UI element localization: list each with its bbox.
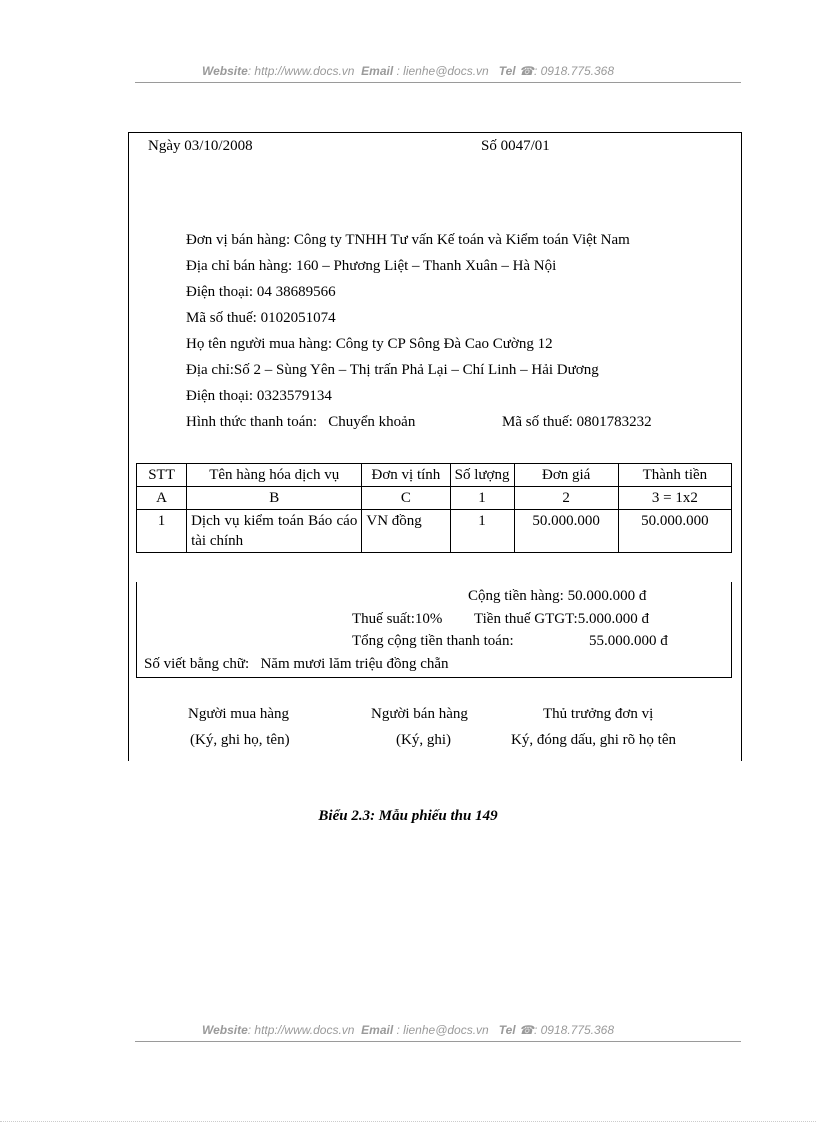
buyer-phone: Điện thoại: 0323579134 — [186, 388, 332, 404]
tax-amount: Tiền thuế GTGT:5.000.000 đ — [474, 611, 649, 627]
page-header — [0, 64, 816, 78]
row-stt: 1 — [137, 510, 187, 553]
email-address[interactable]: : lienhe@docs.vn — [396, 1023, 489, 1037]
header-cell: Đơn giá — [514, 464, 618, 487]
phone-icon: ☎ — [519, 64, 534, 78]
seller-phone: Điện thoại: 04 38689566 — [186, 284, 336, 300]
table-header-row — [137, 464, 732, 487]
website-url[interactable]: : http://www.docs.vn — [247, 1023, 355, 1037]
header-rule — [135, 82, 741, 83]
header-cell: Đơn vị tính — [362, 464, 450, 487]
row-description: Dịch vụ kiểm toán Báo cáo tài chính — [187, 510, 362, 553]
row-amount: 50.000.000 — [618, 510, 731, 553]
tax-rate: Thuế suất:10% — [352, 611, 443, 627]
tel-label: Tel — [498, 64, 516, 78]
header-cell: Tên hàng hóa dịch vụ — [187, 464, 362, 487]
head-signature-title: Thủ trưởng đơn vị — [543, 706, 654, 722]
website-label: Website — [201, 64, 248, 78]
tel-number: : 0918.775.368 — [533, 1023, 615, 1037]
grand-total-value: 55.000.000 đ — [589, 633, 668, 649]
seller-signature-note: (Ký, ghi) — [396, 732, 451, 748]
items-table — [136, 463, 732, 553]
table-row — [137, 510, 732, 553]
page-bottom-edge — [0, 1121, 816, 1122]
code-cell: 1 — [450, 487, 514, 510]
table-code-row — [137, 487, 732, 510]
code-cell: 2 — [514, 487, 618, 510]
seller-address: Địa chỉ bán hàng: 160 – Phương Liệt – Thanh Xuân – Hà Nội — [186, 258, 557, 274]
buyer-signature-note: (Ký, ghi họ, tên) — [190, 732, 290, 748]
seller-tax-code: Mã số thuế: 0102051074 — [186, 310, 336, 326]
figure-caption: Biểu 2.3: Mẫu phiếu thu 149 — [318, 808, 498, 824]
buyer-name: Họ tên người mua hàng: Công ty CP Sông Đà Cao Cường 12 — [186, 336, 553, 352]
phone-icon: ☎ — [519, 1023, 534, 1037]
invoice-number: Số 0047/01 — [481, 138, 550, 154]
row-unit-price: 50.000.000 — [514, 510, 618, 553]
website-label: Website — [201, 1023, 248, 1037]
header-cell: Thành tiền — [618, 464, 731, 487]
email-label: Email — [361, 64, 394, 78]
buyer-tax-code: Mã số thuế: 0801783232 — [502, 414, 652, 430]
payment-method: Hình thức thanh toán: Chuyển khoản — [186, 414, 416, 430]
tel-number: : 0918.775.368 — [533, 64, 615, 78]
email-label: Email — [361, 1023, 394, 1037]
row-unit: VN đồng — [362, 510, 450, 553]
head-signature-note: Ký, đóng dấu, ghi rõ họ tên — [511, 732, 676, 748]
buyer-address: Địa chỉ:Số 2 – Sùng Yên – Thị trấn Phả Lại – Chí Linh – Hải Dương — [186, 362, 599, 378]
header-cell: Số lượng — [450, 464, 514, 487]
row-quantity: 1 — [450, 510, 514, 553]
email-address[interactable]: : lienhe@docs.vn — [396, 64, 489, 78]
footer-rule — [135, 1041, 741, 1042]
buyer-signature-title: Người mua hàng — [188, 706, 290, 722]
grand-total-label: Tổng cộng tiền thanh toán: — [352, 633, 514, 649]
website-url[interactable]: : http://www.docs.vn — [247, 64, 355, 78]
code-cell: B — [187, 487, 362, 510]
code-cell: 3 = 1x2 — [618, 487, 731, 510]
invoice-date: Ngày 03/10/2008 — [148, 138, 253, 154]
header-cell: STT — [137, 464, 187, 487]
amount-in-words: Số viết bằng chữ: Năm mươi lăm triệu đồng chẵn — [144, 656, 449, 672]
subtotal: Cộng tiền hàng: 50.000.000 đ — [468, 588, 647, 604]
code-cell: A — [137, 487, 187, 510]
page-footer — [0, 1023, 816, 1037]
code-cell: C — [362, 487, 450, 510]
tel-label: Tel — [498, 1023, 516, 1037]
seller-name: Đơn vị bán hàng: Công ty TNHH Tư vấn Kế toán và Kiểm toán Việt Nam — [186, 232, 630, 248]
seller-signature-title: Người bán hàng — [371, 706, 468, 722]
